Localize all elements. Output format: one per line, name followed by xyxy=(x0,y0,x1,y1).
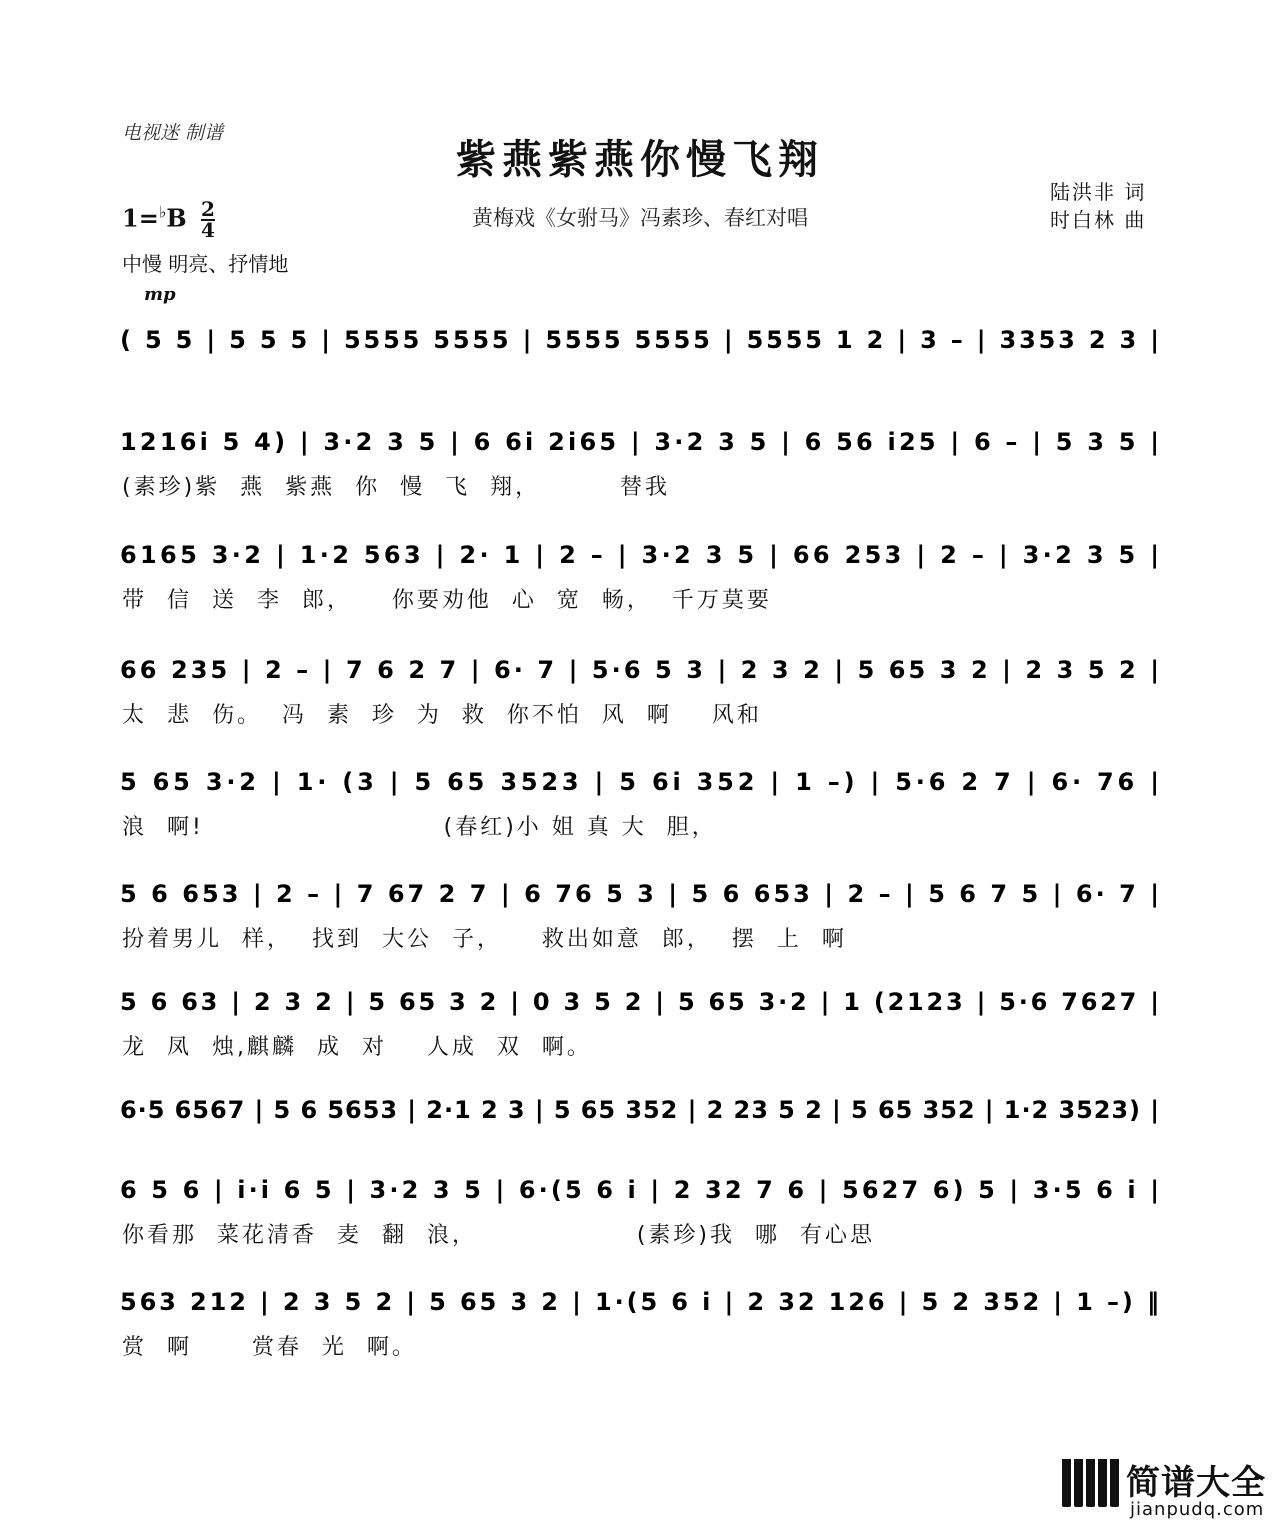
notation-line xyxy=(118,760,1166,800)
notation-text: 1216i 5 4) | 3·2 3 5 | 6 6i 2i65 | 3·2 3 5 | 6 56 i25 | 6 – | 5 3 5 | xyxy=(120,428,1160,456)
score-maker: 电视迷 制谱 xyxy=(122,122,224,144)
tempo-marking: 中慢 明亮、抒情地 xyxy=(122,252,289,276)
logo-url: jianpudq.com xyxy=(1130,1499,1265,1520)
key-note: B xyxy=(166,203,187,233)
notation-svg xyxy=(118,533,1166,573)
lyrics-line: 你看那 菜花清香 麦 翻 浪， (素珍)我 哪 有心思 xyxy=(122,1223,875,1248)
notation-svg xyxy=(118,318,1166,358)
lyrics-line: 太 悲 伤。 冯 素 珍 为 救 你不怕 风 啊 风和 xyxy=(122,703,762,728)
lyrics-line: 带 信 送 李 郎， 你要劝他 心 宽 畅， 千万莫要 xyxy=(122,588,772,613)
lyrics-line: 扮着男儿 样， 找到 大公 子， 救出如意 郎， 摆 上 啊 xyxy=(122,927,847,952)
site-logo xyxy=(1060,1455,1280,1524)
notation-text: 6165 3·2 | 1·2 563 | 2· 1 | 2 – | 3·2 3 5 | 66 253 | 2 – | 3·2 3 5 | xyxy=(120,541,1160,569)
piano-keys-icon xyxy=(1060,1459,1120,1509)
notation-line xyxy=(118,1168,1166,1208)
notation-text: 5 65 3·2 | 1· (3 | 5 65 3523 | 5 6i 352 | 1 –) | 5·6 2 7 | 6· 76 | xyxy=(120,768,1160,796)
lyrics-line: 赏 啊 赏春 光 啊。 xyxy=(122,1335,417,1360)
notation-text: 563 212 | 2 3 5 2 | 5 65 3 2 | 1·(5 6 i | 2 32 126 | 5 2 352 | 1 –) ‖ xyxy=(120,1288,1160,1316)
notation-text: 6·5 6567 | 5 6 5653 | 2·1 2 3 | 5 65 352 | 2 23 5 2 | 5 65 352 | 1·2 3523) | xyxy=(120,1096,1160,1124)
time-signature xyxy=(201,197,215,242)
lyricist: 陆洪非 词 xyxy=(1050,180,1147,204)
notation-line xyxy=(118,1280,1166,1320)
notation-svg xyxy=(118,1168,1166,1208)
lyrics-line: 龙 凤 烛,麒麟 成 对 人成 双 啊。 xyxy=(122,1035,592,1060)
notation-text: 5 6 653 | 2 – | 7 67 2 7 | 6 76 5 3 | 5 6 653 | 2 – | 5 6 7 5 | 6· 7 | xyxy=(120,880,1160,908)
notation-line xyxy=(118,533,1166,573)
logo-name: 简谱大全 xyxy=(1126,1463,1266,1503)
notation-line xyxy=(118,648,1166,688)
notation-text: 5 6 63 | 2 3 2 | 5 65 3 2 | 0 3 5 2 | 5 65 3·2 | 1 (2123 | 5·6 7627 | xyxy=(120,988,1160,1016)
composer: 时白林 曲 xyxy=(1050,208,1147,232)
time-bottom: 4 xyxy=(201,218,215,242)
notation-svg xyxy=(118,420,1166,460)
page-title: 紫燕紫燕你慢飞翔 xyxy=(456,136,824,183)
notation-line xyxy=(118,318,1166,358)
notation-text: 66 235 | 2 – | 7 6 2 7 | 6· 7 | 5·6 5 3 | 2 3 2 | 5 65 3 2 | 2 3 5 2 | xyxy=(120,656,1160,684)
notation-svg xyxy=(118,648,1166,688)
notation-text: ( 5 5 | 5 5 5 | 5555 5555 | 5555 5555 | 5555 1 2 | 3 – | 3353 2 3 | xyxy=(120,326,1160,354)
lyrics-line: 浪 啊! (春红)小 姐 真 大 胆， xyxy=(122,815,717,840)
notation-line xyxy=(118,872,1166,912)
lyrics-line: (素珍)紫 燕 紫燕 你 慢 飞 翔， 替我 xyxy=(122,475,671,500)
key-signature xyxy=(122,197,215,242)
notation-svg xyxy=(118,1088,1166,1128)
subtitle: 黄梅戏《女驸马》冯素珍、春红对唱 xyxy=(472,206,808,230)
notation-svg xyxy=(118,980,1166,1020)
notation-svg xyxy=(118,872,1166,912)
notation-text: 6 5 6 | i·i 6 5 | 3·2 3 5 | 6·(5 6 i | 2 32 7 6 | 5627 6) 5 | 3·5 6 i | xyxy=(120,1176,1160,1204)
notation-line xyxy=(118,980,1166,1020)
notation-line xyxy=(118,1088,1166,1128)
notation-svg xyxy=(118,1280,1166,1320)
flat-icon: ♭ xyxy=(158,202,167,222)
notation-svg xyxy=(118,760,1166,800)
time-top: 2 xyxy=(201,197,215,221)
dynamic-marking: mp xyxy=(144,284,176,305)
notation-line xyxy=(118,420,1166,460)
key-prefix: 1= xyxy=(122,203,159,233)
